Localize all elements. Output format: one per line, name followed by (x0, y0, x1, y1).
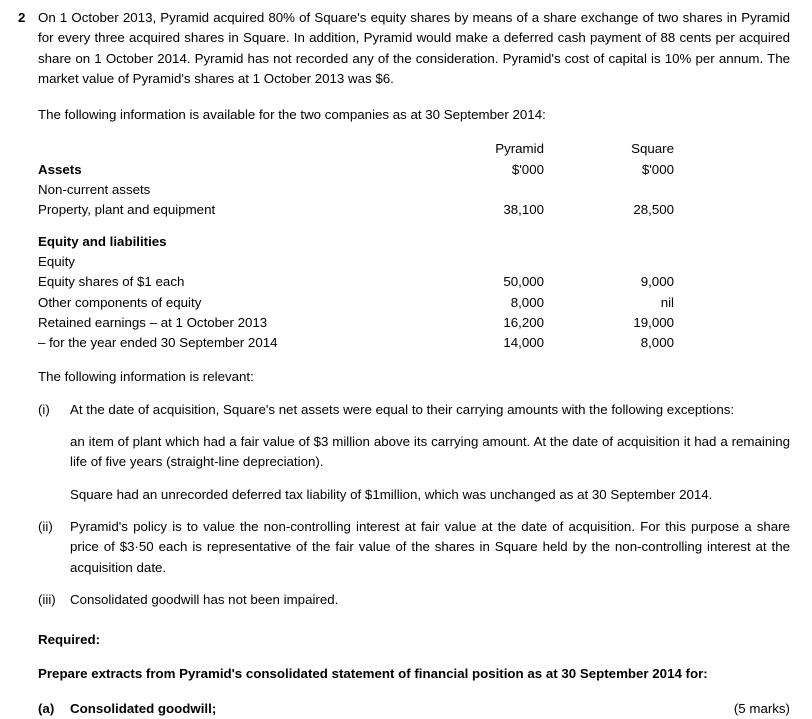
row-value-pyramid: 16,200 (503, 314, 544, 330)
note-marker: (ii) (38, 518, 53, 534)
row-value-pyramid (414, 252, 544, 272)
row-value-square: nil (660, 294, 674, 310)
column-header-pyramid: Pyramid (495, 141, 544, 157)
table-row (38, 313, 674, 333)
table-row (38, 160, 674, 180)
row-value-pyramid: 14,000 (503, 335, 544, 351)
currency-units-pyramid: $'000 (511, 161, 544, 177)
required-section (0, 610, 812, 719)
currency-units-square: $'000 (641, 161, 674, 177)
question-intro-paragraph: On 1 October 2013, Pyramid acquired 80% of Square's equity shares by means of a share exchange of two shares in Pyramid for every three acquired shares in Square. In addition, Pyramid would make a deferred cash payment of 88 cents per acquired share on 1 October 2014. Pyramid has not recorded any of the consideration. Pyramid's cost of capital is 10% per annum. The market value of Pyramid's shares at 1 October 2013 was $6. (38, 10, 790, 86)
table-section-spacer (38, 221, 674, 232)
row-label-ppe: Property, plant and equipment (38, 202, 216, 218)
table-row (38, 252, 674, 272)
table-row (38, 232, 674, 252)
table-row (38, 200, 674, 220)
row-value-pyramid: 50,000 (503, 274, 544, 290)
table-header-row-company (38, 139, 674, 159)
row-label-equity: Equity (38, 253, 75, 269)
note-item-iii (38, 590, 812, 610)
row-label-retained-earnings-year: – for the year ended 30 September 2014 (38, 335, 278, 351)
note-marker: (i) (38, 401, 50, 417)
table-row (38, 272, 674, 292)
section-heading-equity-liabilities: Equity and liabilities (38, 233, 167, 249)
note-subparagraph: an item of plant which had a fair value of $3 million above its carrying amount. At the date of acquisition it had a remaining life of five years (straight-line depreciation). (70, 434, 790, 470)
row-value-pyramid (414, 180, 544, 200)
table-row (38, 180, 674, 200)
part-text: Consolidated goodwill; (70, 700, 217, 716)
table-row (38, 333, 674, 353)
relevant-information-intro: The following information is relevant: (38, 369, 254, 385)
row-label-non-current-assets: Non-current assets (38, 182, 151, 198)
required-heading: Required: (38, 632, 101, 648)
note-subparagraph: Square had an unrecorded deferred tax liability of $1million, which was unchanged as at 30 September 2014. (70, 486, 713, 502)
row-label-other-components: Other components of equity (38, 294, 202, 310)
notes-list (0, 388, 812, 610)
row-value-square: 9,000 (640, 274, 674, 290)
row-label-retained-earnings-opening: Retained earnings – at 1 October 2013 (38, 314, 268, 330)
table-row (38, 293, 674, 313)
question-availability-line: The following information is available for the two companies as at 30 September 2014: (38, 107, 546, 123)
section-heading-assets: Assets (38, 161, 82, 177)
required-instruction: Prepare extracts from Pyramid's consolidated statement of financial position as at 30 September 2014 for: (38, 666, 708, 682)
row-value-square: 28,500 (633, 202, 674, 218)
note-item-ii (38, 517, 812, 578)
row-value-square: 19,000 (633, 314, 674, 330)
note-text: Pyramid's policy is to value the non-controlling interest at fair value at the date of acquisition. For this purpose a share price of $3·50 each is representative of the fair value of the shares in Square held by the non-controlling interest at the acquisition date. (70, 518, 790, 575)
column-header-square: Square (631, 141, 674, 157)
note-item-i (38, 400, 812, 505)
row-value-square (544, 180, 674, 200)
note-text: At the date of acquisition, Square's net assets were equal to their carrying amounts with the following exceptions: (70, 401, 735, 417)
row-label-equity-shares: Equity shares of $1 each (38, 274, 185, 290)
note-marker: (iii) (38, 591, 56, 607)
row-value-square: 8,000 (640, 335, 674, 351)
header-spacer (38, 139, 414, 159)
part-marker: (a) (38, 700, 55, 716)
financial-summary-table (38, 139, 674, 353)
row-value-pyramid: 38,100 (503, 202, 544, 218)
required-part-a (38, 699, 790, 719)
row-value-square (544, 252, 674, 272)
part-marks: (5 marks) (733, 700, 790, 716)
question-number: 2 (18, 10, 26, 25)
note-text: Consolidated goodwill has not been impaired. (70, 591, 339, 607)
row-value-pyramid: 8,000 (510, 294, 544, 310)
